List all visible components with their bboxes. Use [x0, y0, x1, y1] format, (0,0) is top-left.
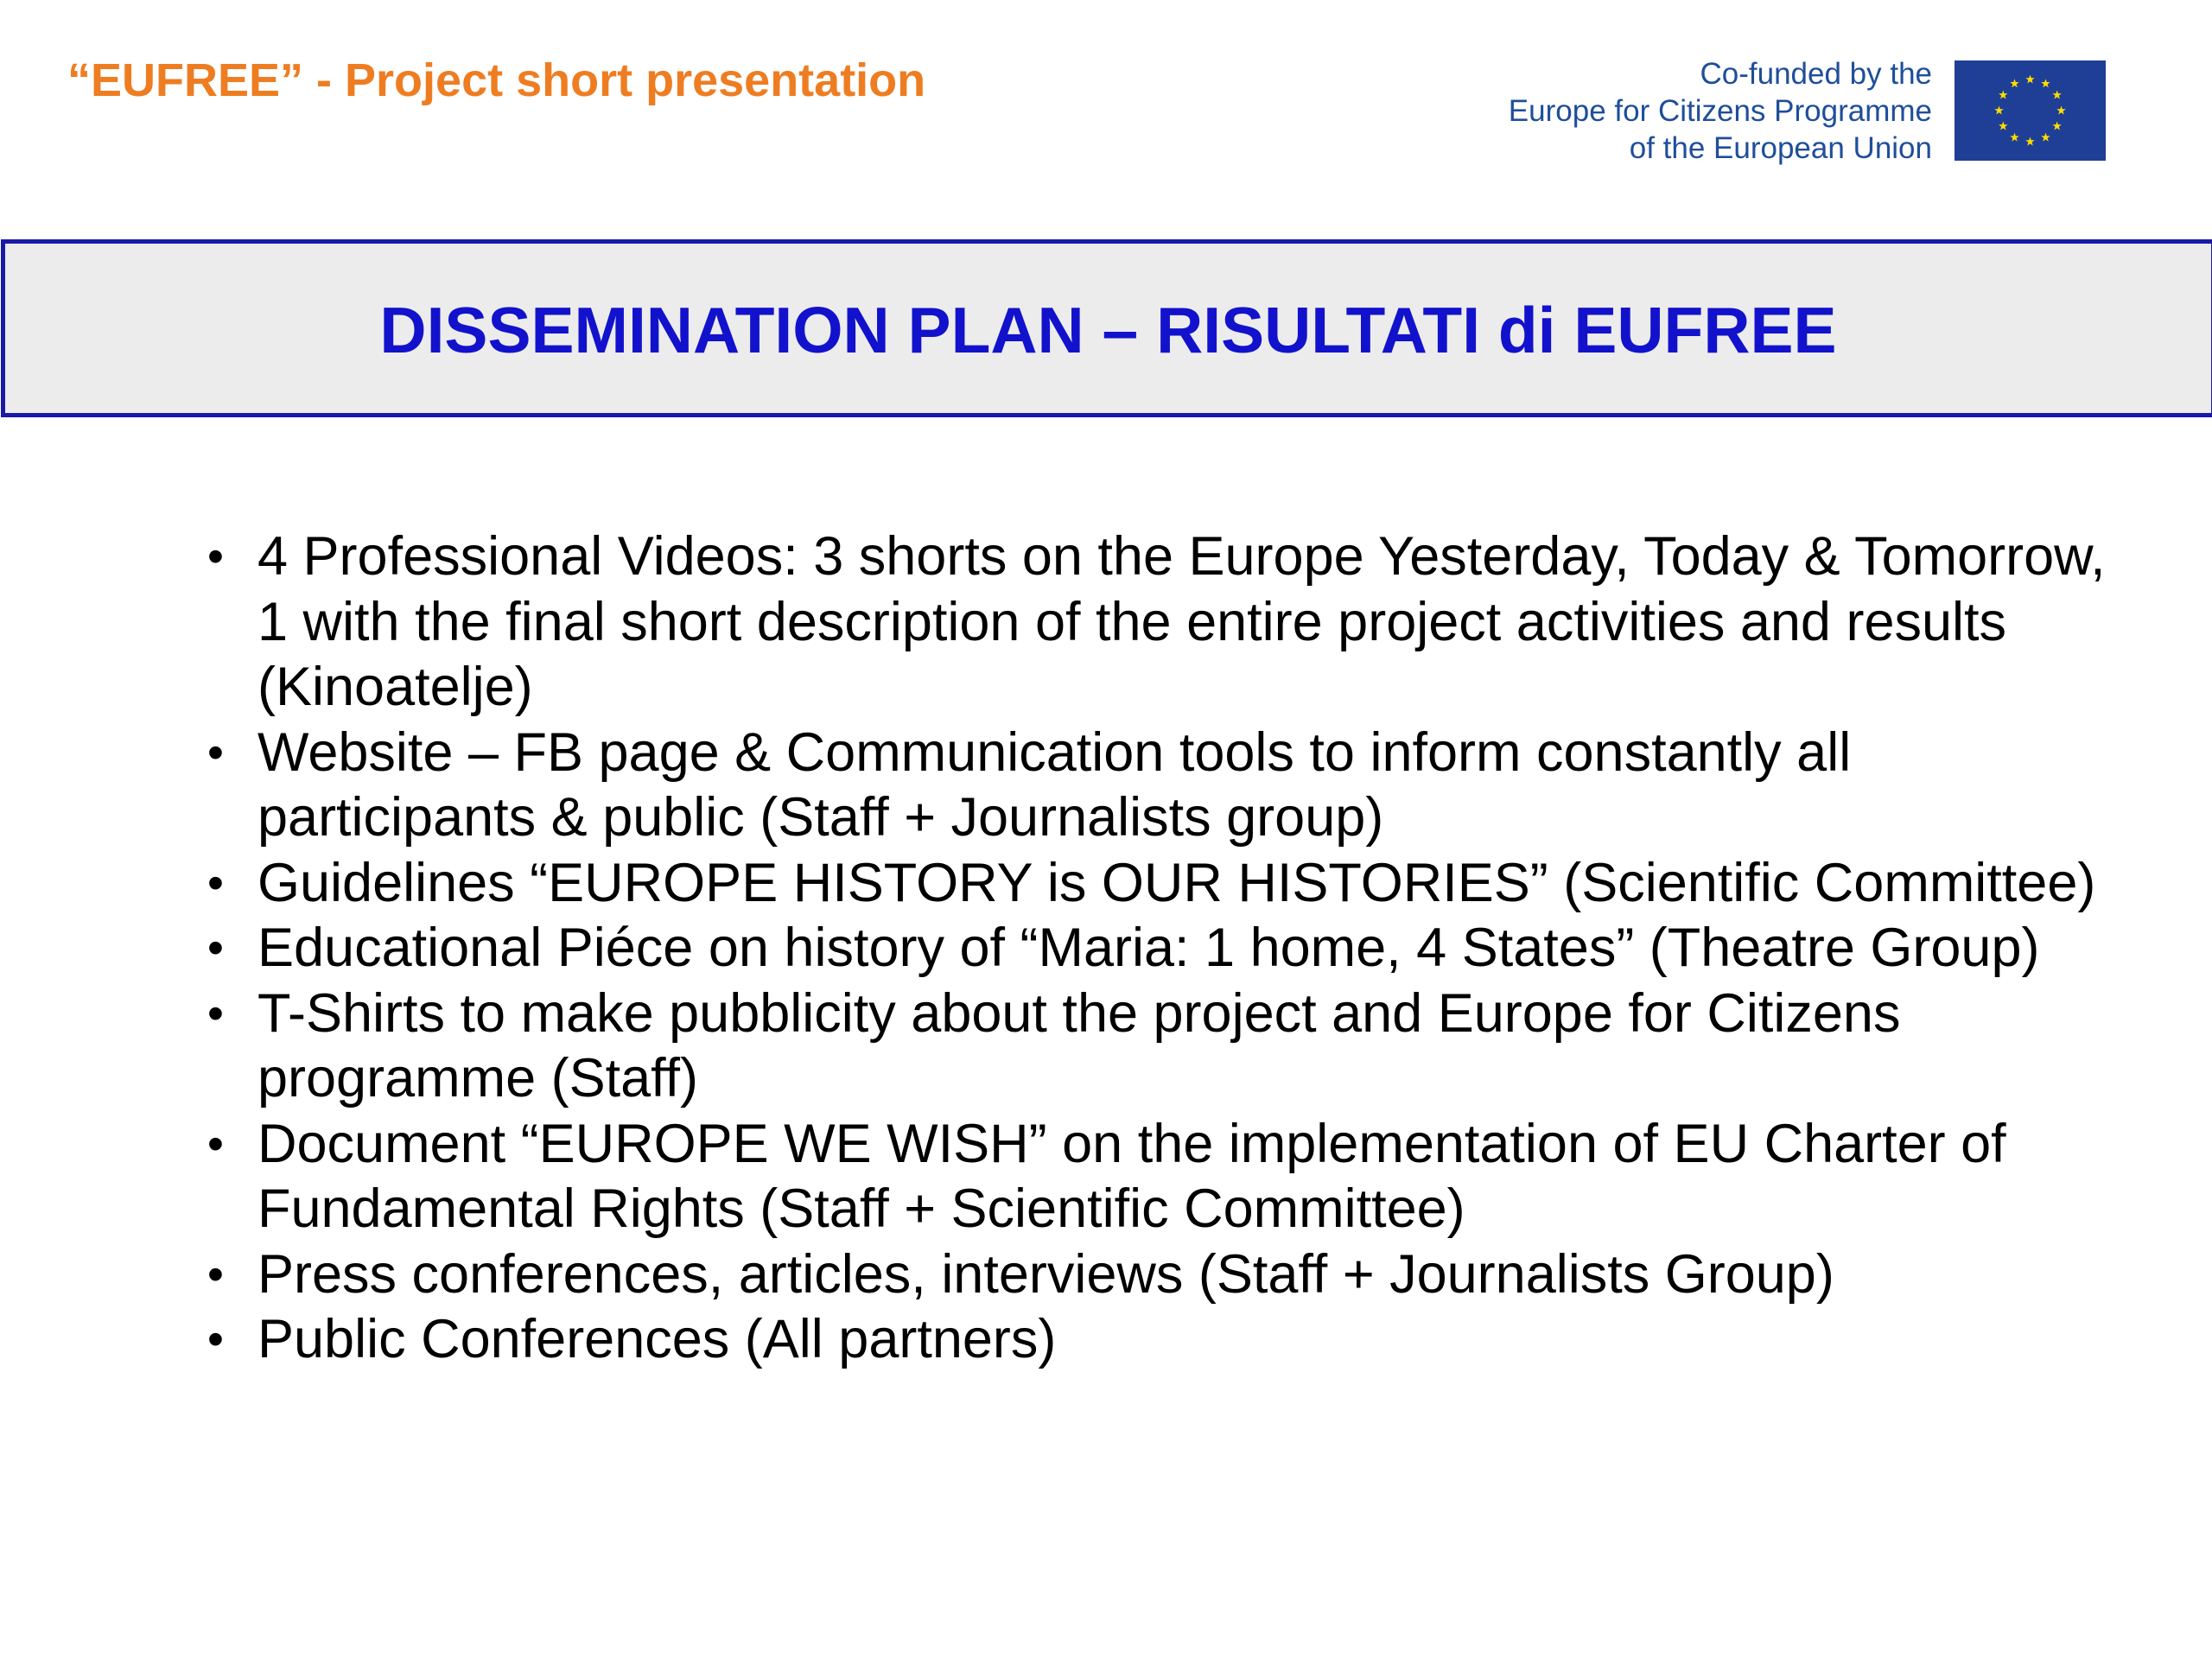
cofunding-statement [1452, 55, 1932, 167]
list-item [207, 1112, 2143, 1242]
presentation-title: “EUFREE” - Project short presentation [67, 54, 926, 106]
list-item-text: Educational Piéce on history of “Maria: 1 home, 4 States” (Theatre Group) [257, 918, 2040, 978]
list-item [207, 524, 2143, 721]
bullet-icon: • [207, 1248, 224, 1300]
eu-star-icon [1999, 122, 2007, 130]
section-banner [1, 239, 2212, 417]
list-item [207, 916, 2143, 981]
eu-star-icon [2010, 133, 2018, 142]
eu-star-icon [2056, 106, 2065, 115]
eu-flag-stars [1955, 60, 2106, 161]
cofunding-line-1: Co-funded by the [1700, 57, 1932, 91]
list-item-text: Website – FB page & Communication tools to inform constantly all participants & public (Staff + Journalists group) [257, 721, 1852, 848]
list-item-text: Public Conferences (All partners) [257, 1309, 1057, 1369]
eu-star-icon [2025, 75, 2034, 84]
list-item [207, 981, 2143, 1112]
bullet-icon: • [207, 856, 224, 909]
list-item-text: 4 Professional Videos: 3 shorts on the Europe Yesterday, Today & Tomorrow, 1 with the final short description of the entire project activities and results (Kinoatelje) [257, 526, 2106, 717]
bullet-icon: • [207, 1313, 224, 1365]
section-title: DISSEMINATION PLAN – RISULTATI di EUFREE [379, 294, 1837, 366]
results-list [207, 524, 2143, 1373]
eu-star-icon [2052, 122, 2061, 130]
bullet-icon: • [207, 530, 224, 582]
list-item-text: Document “EUROPE WE WISH” on the implementation of EU Charter of Fundamental Rights (Staff + Scientific Committee) [257, 1113, 2006, 1239]
cofunding-line-2: Europe for Citizens Programme [1508, 94, 1932, 128]
bullet-icon: • [207, 726, 224, 778]
list-item [207, 721, 2143, 851]
bullet-icon: • [207, 1117, 224, 1170]
bullet-icon: • [207, 987, 224, 1039]
eu-star-icon [2052, 91, 2061, 99]
eu-star-icon [2010, 79, 2018, 87]
list-item-text: T-Shirts to make pubblicity about the project and Europe for Citizens programme (Staff) [257, 982, 1901, 1109]
list-item [207, 851, 2143, 917]
eu-star-icon [2025, 137, 2034, 146]
bullet-icon: • [207, 922, 224, 974]
eu-star-icon [2041, 79, 2050, 87]
list-item-text: Press conferences, articles, interviews (Staff + Journalists Group) [257, 1243, 1834, 1305]
list-item [207, 1307, 2143, 1373]
eu-star-icon [2041, 133, 2050, 142]
list-item [207, 1242, 2143, 1308]
list-item-text: Guidelines “EUROPE HISTORY is OUR HISTORIES” (Scientific Committee) [257, 852, 2096, 913]
cofunding-line-3: of the European Union [1629, 131, 1932, 165]
eu-flag-icon [1955, 60, 2106, 161]
eu-star-icon [1994, 106, 2003, 115]
eu-star-icon [1999, 91, 2007, 99]
